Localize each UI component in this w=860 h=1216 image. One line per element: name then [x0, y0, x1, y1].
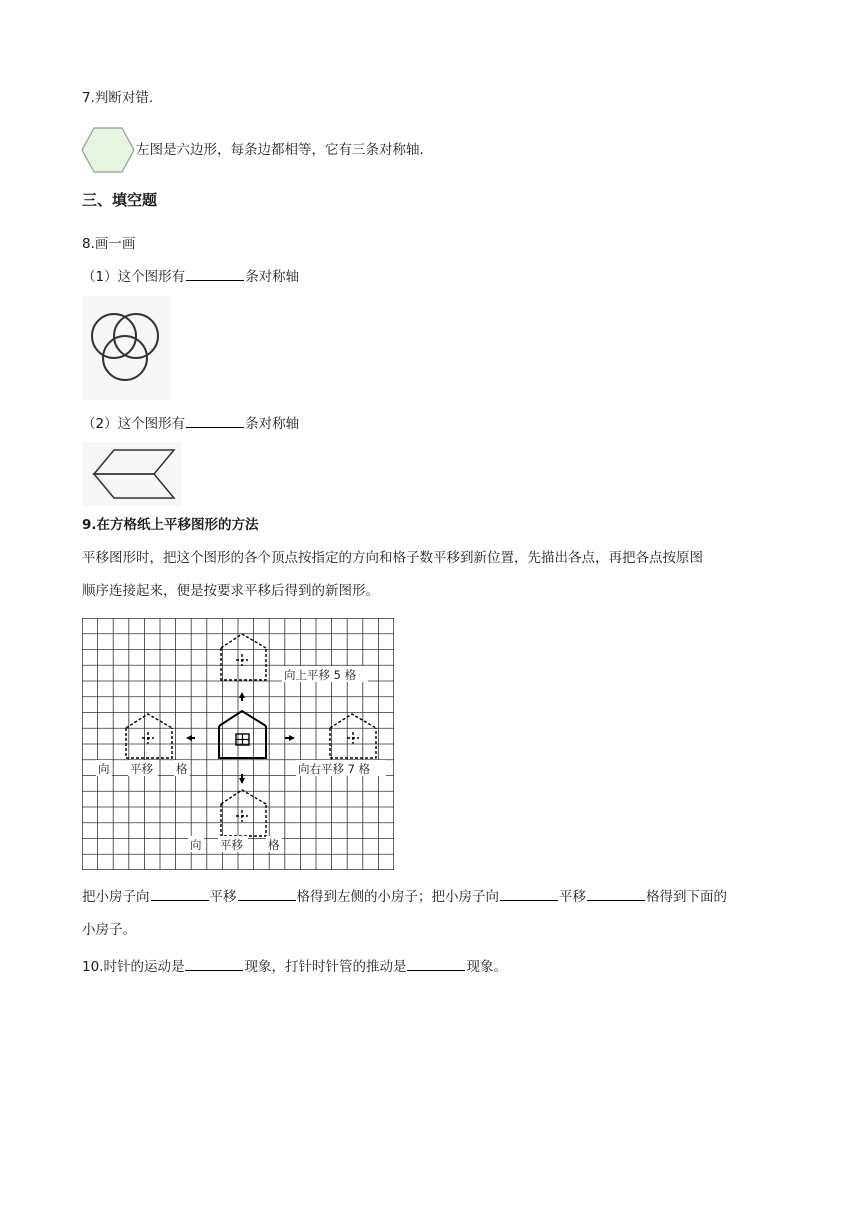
arrow-left-icon	[186, 735, 195, 741]
house-left	[126, 714, 172, 758]
q7-statement: 左图是六边形，每条边都相等，它有三条对称轴.	[136, 142, 424, 158]
q9-question-line1	[82, 886, 727, 907]
q9-q-c: 格得到左侧的小房子；把小房子向	[296, 889, 499, 905]
hexagon-figure	[80, 126, 136, 174]
q8-part2-post: 条对称轴	[245, 416, 300, 432]
q9-blank-3[interactable]	[500, 886, 558, 901]
q9-q-e: 格得到下面的	[646, 889, 727, 905]
parallelogram-figure	[82, 442, 182, 506]
translation-grid	[82, 618, 394, 870]
house-up	[221, 634, 266, 680]
q10-b: 现象，打针时针管的推动是	[244, 959, 407, 975]
q8-part2-blank[interactable]	[186, 413, 244, 428]
q9-desc-line2: 顺序连接起来，便是按要求平移后得到的新图形。	[82, 583, 379, 599]
q10-a: 10.时针的运动是	[82, 959, 185, 975]
q10-blank-2[interactable]	[407, 956, 465, 971]
three-circles-figure	[82, 296, 170, 400]
grid-label-left-c: 格	[176, 762, 188, 776]
q9-q-d: 平移	[559, 889, 586, 905]
grid-label-up: 向上平移 5 格	[284, 668, 357, 682]
q9-q-b: 平移	[209, 889, 237, 905]
q8-part1-post: 条对称轴	[245, 269, 300, 285]
q10-blank-1[interactable]	[185, 956, 243, 971]
q10-question	[82, 956, 507, 977]
grid-lines	[82, 618, 394, 870]
q8-part1-pre: （1）这个图形有	[82, 269, 186, 285]
q10-c: 现象。	[466, 959, 507, 975]
q9-blank-1[interactable]	[151, 886, 209, 901]
grid-label-down-a: 向	[190, 838, 202, 852]
q8-part1-blank[interactable]	[186, 266, 244, 281]
q8-title: 8.画一画	[82, 236, 136, 252]
q8-part1	[82, 266, 299, 287]
grid-label-down-b: 平移	[220, 838, 243, 852]
q9-question-line2: 小房子。	[82, 922, 136, 938]
arrow-right-icon	[285, 735, 295, 741]
grid-label-down-c: 格	[268, 838, 280, 852]
grid-label-left-b: 平移	[130, 762, 153, 776]
house-right	[330, 714, 376, 758]
q9-title: 9.在方格纸上平移图形的方法	[82, 517, 259, 533]
section-title: 三、填空题	[82, 191, 158, 209]
q8-part2	[82, 413, 299, 434]
q8-part2-pre: （2）这个图形有	[82, 416, 186, 432]
q7-title: 7.判断对错.	[82, 90, 154, 106]
grid-label-right: 向右平移 7 格	[298, 762, 371, 776]
house-down	[221, 790, 266, 836]
q9-q-a: 把小房子向	[82, 889, 150, 905]
q9-desc-line1: 平移图形时，把这个图形的各个顶点按指定的方向和格子数平移到新位置，先描出各点，再把各点按原图	[82, 550, 703, 566]
q9-blank-2[interactable]	[238, 886, 296, 901]
arrow-up-icon	[239, 692, 245, 701]
original-house	[219, 711, 266, 758]
q9-blank-4[interactable]	[587, 886, 645, 901]
grid-label-left-a: 向	[98, 762, 110, 776]
